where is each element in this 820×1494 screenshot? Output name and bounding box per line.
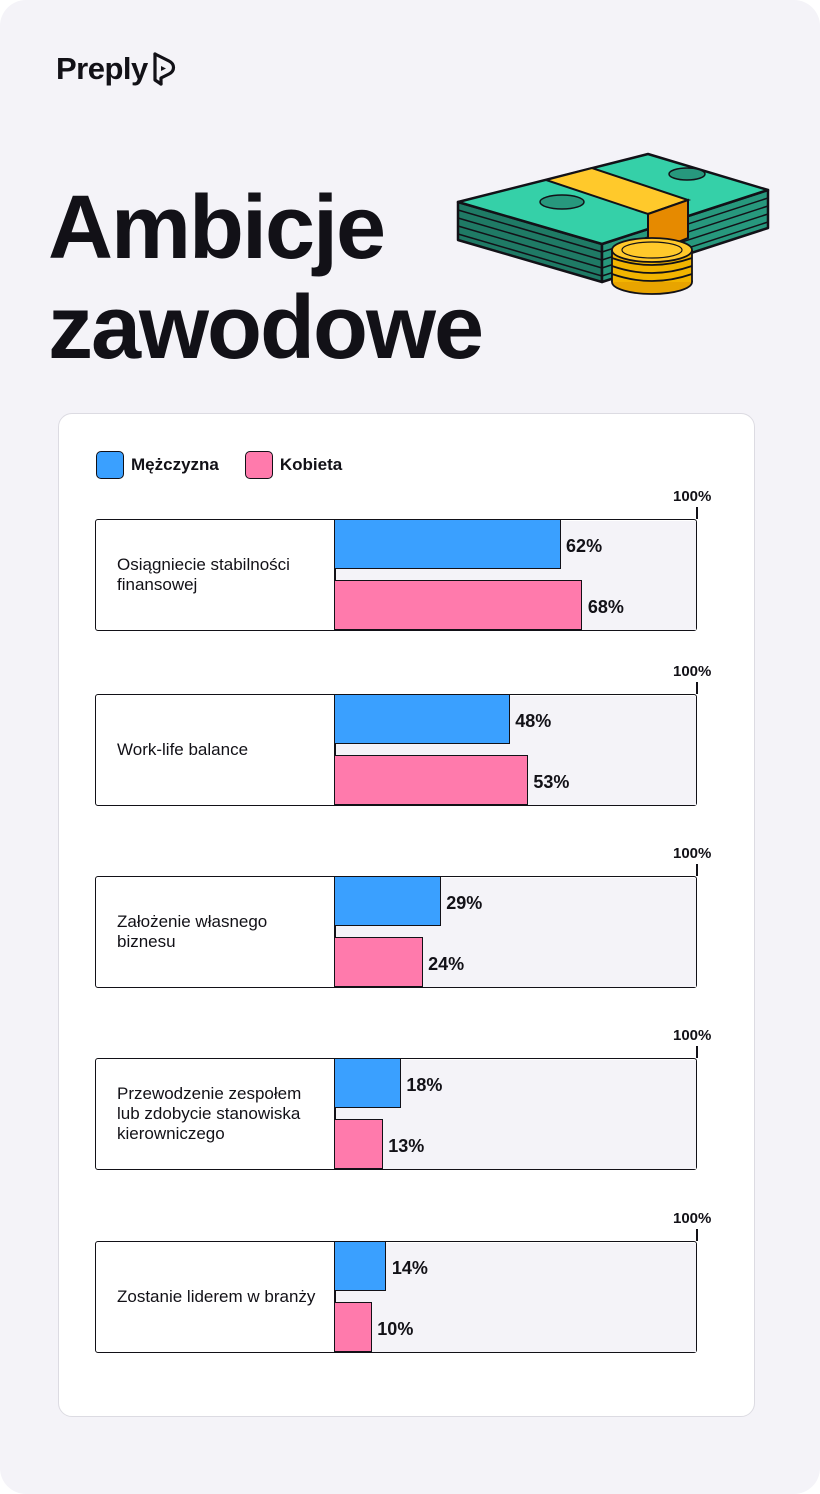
- value-label: 53%: [533, 772, 570, 792]
- brand-name: Preply: [56, 51, 148, 86]
- legend-swatch-women: [245, 451, 273, 479]
- page-title: [48, 178, 482, 378]
- legend-swatch-men: [96, 451, 124, 479]
- value-label: 18%: [406, 1075, 443, 1095]
- max-tick: [696, 1229, 698, 1241]
- bar-women: [334, 580, 582, 630]
- title-line-1: Ambicje: [48, 178, 385, 278]
- max-label-100: 100%: [673, 845, 712, 862]
- legend-label-women: Kobieta: [279, 455, 343, 474]
- category-label: Osiągniecie stabilności finansowej: [117, 555, 290, 594]
- max-tick: [696, 682, 698, 694]
- bar-women: [334, 1302, 372, 1352]
- category-label: Work-life balance: [117, 740, 249, 759]
- max-tick: [696, 507, 698, 519]
- legend-label-men: Mężczyzna: [131, 455, 219, 474]
- bar-women: [334, 755, 528, 805]
- bar-women: [334, 937, 423, 987]
- legend-item-men: [96, 451, 219, 479]
- category-label: Przewodzenie zespołem lub zdobycie stanowiska kierowniczego: [117, 1084, 302, 1143]
- value-label: 48%: [515, 711, 552, 731]
- value-label: 10%: [377, 1319, 414, 1339]
- preply-logo-icon: [150, 50, 180, 88]
- title-line-2: zawodowe: [48, 278, 483, 378]
- bar-men: [334, 694, 510, 744]
- max-label-100: 100%: [673, 488, 712, 505]
- bar-men: [334, 1058, 401, 1108]
- value-label: 62%: [566, 536, 603, 556]
- brand-logo: [56, 50, 180, 88]
- bar-women: [334, 1119, 383, 1169]
- max-label-100: 100%: [673, 1027, 712, 1044]
- bar-men: [334, 1241, 386, 1291]
- max-label-100: 100%: [673, 1210, 712, 1227]
- value-label: 68%: [587, 597, 624, 617]
- legend-item-women: [245, 451, 342, 479]
- chart-legend: [96, 451, 368, 479]
- category-label: Założenie własnego biznesu: [117, 912, 268, 951]
- max-tick: [696, 1046, 698, 1058]
- value-label: 29%: [446, 893, 483, 913]
- bar-men: [334, 519, 561, 569]
- max-tick: [696, 864, 698, 876]
- money-stack-illustration: [452, 142, 774, 302]
- max-label-100: 100%: [673, 663, 712, 680]
- value-label: 14%: [391, 1258, 428, 1278]
- value-label: 13%: [388, 1136, 425, 1156]
- bar-men: [334, 876, 441, 926]
- category-label: Zostanie liderem w branży: [117, 1287, 316, 1306]
- value-label: 24%: [428, 954, 465, 974]
